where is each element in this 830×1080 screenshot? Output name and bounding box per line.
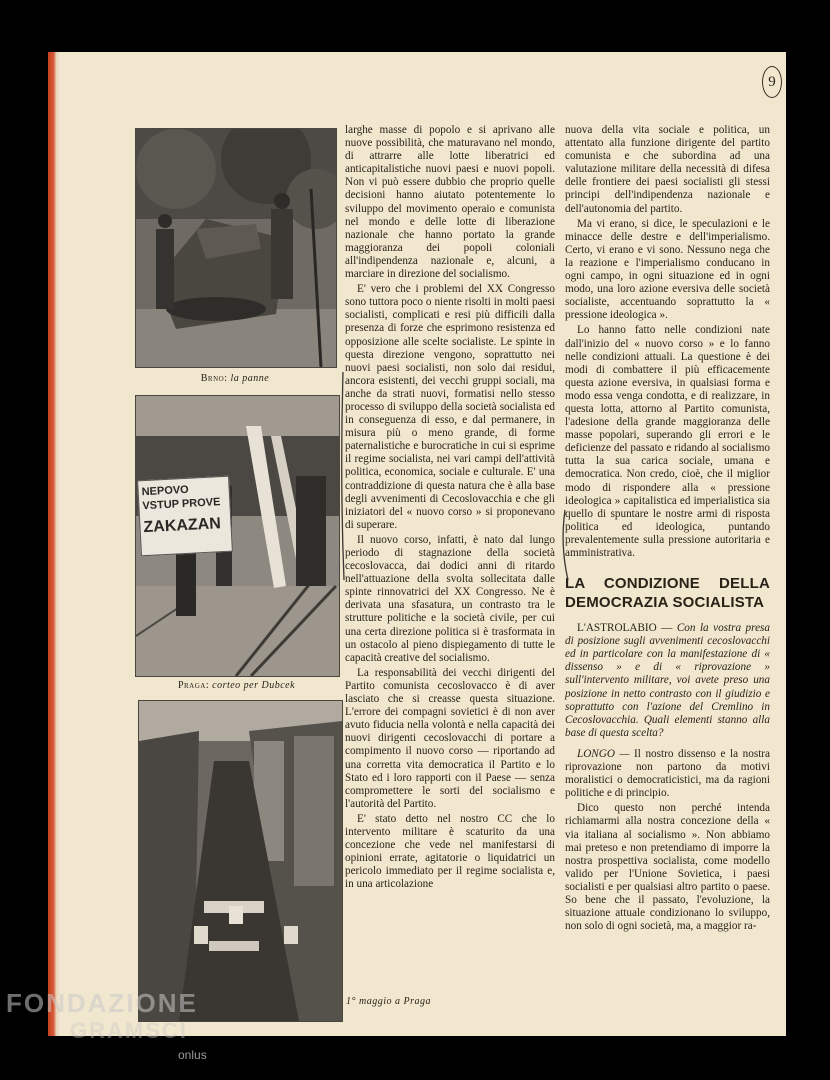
caption-brno-place: Brno: <box>200 373 228 384</box>
photo-brno-image <box>136 129 336 367</box>
protest-sign <box>137 476 233 557</box>
interview-question <box>565 622 770 740</box>
col1-paragraph-5: E' stato detto nel nostro CC che lo intervento militare è scaturito da una concezione che vede nel manifestarsi di opinioni errate, agitatorie o liquidatrici un pericolo immediato per il regime socialista e, in una articolazione <box>345 812 555 891</box>
photo-primo-maggio <box>138 700 343 1022</box>
watermark-logo: FONDAZIONE <box>6 988 198 1018</box>
caption-brno-text: la panne <box>230 373 270 384</box>
page-number: 9 <box>762 66 782 98</box>
caption-primo-maggio <box>346 996 466 1007</box>
question-text: Con la vostra presa di posizione sugli avvenimenti cecoslovacchi ed in particolare con la manifestazione di « dissenso » e di « riprovazione » sull'intervento militare, voi avete preso una posizione in netto contrasto con il giudizio e soprattutto con l'azione del Cremlino in Cecoslovacchia. Quali elementi stanno alla base di questa scelta? <box>565 622 770 739</box>
col1-paragraph-1: larghe masse di popolo e si aprivano alle nuove possibilità, che maturavano nel mondo, di attrarre alle lotte liberatrici ed anticapitalistiche nuovi paesi e nuovi popoli. Non vi può essere dubbio che proprio quelle decisioni hanno aiutato potentemente lo sviluppo del movimento operaio e comunista nel mondo e delle lotte di liberazione nazionale che hanno portato la grande maggioranza dei popoli coloniali all'indipendenza nazionale e, alcuni, a marciare in direzione del socialismo. <box>345 124 555 281</box>
photo-primo-maggio-image <box>139 701 342 1021</box>
page-edge <box>48 52 62 1036</box>
sign-line-3: ZAKAZAN <box>143 515 222 537</box>
col1-paragraph-4: La responsabilità dei vecchi dirigenti del Partito comunista cecoslovacco è di aver lasciato che si creasse questa situazione. L'errore dei compagni sovietici è di non aver avuto fiducia nella volontà e nella capacità dei nuovi dirigenti cecoslovacchi di portare a compimento il nuovo corso — riportando ad una corretta vita democratica il Partito e lo Stato ed i loro rapporti con il Paese — senza compromettere le sorti del socialismo e l'autorità del Partito. <box>345 666 555 810</box>
col2-paragraph-2: Ma vi erano, si dice, le speculazioni e le minacce delle destre e dell'imperialismo. Certo, vi erano e vi sono. Nessuno nega che la reazione e l'imperialismo conducano in ogni campo, in ogni situazione ed in ogni modo, una loro azione eversiva delle società socialiste, accentuando soprattutto la « pressione ideologica ». <box>565 217 770 322</box>
caption-praga-text: corteo per Dubcek <box>212 680 296 691</box>
col2-paragraph-3: Lo hanno fatto nelle condizioni nate dall'inizio del « nuovo corso » e lo fanno nelle condizioni attuali. La questione è dei modi di combattere il più efficacemente questa azione eversiva, in qualsiasi forma e modo essa venga condotta, e di realizzare, in questa lotta, attorno al Partito comunista, l'adesione della grande maggioranza delle masse popolari, superando gli errori e le deficienze del passato e ridando al socialismo tutta la sua carica sociale, umana e democratica. Non credo, cioè, che il miglior modo di rispondere alla « pressione ideologica » capitalistica ed imperialistica sia quello di spuntare le nostre armi di risposta politica ed ideologica, puntando prevalentemente sulla pressione autoritaria e amministrativa. <box>565 324 770 559</box>
watermark-onlus: onlus <box>178 1048 207 1062</box>
caption-primo-maggio-text: 1° maggio a Praga <box>346 996 431 1007</box>
interview-answer-2: Dico questo non perché intenda richiamarmi alla nostra concezione della « via italiana al socialismo ». Non abbiamo mai preteso e non pretendiamo di imporre la nostra prospettiva socialista, come modello valido per l'Unione Sovietica, i paesi socialisti e per qualsiasi altro partito o paese. So bene che il passato, l'evoluzione, la situazione attuale condizionano lo sviluppo, non solo di ogni società, ma, a maggior ra- <box>565 802 770 933</box>
col2-paragraph-1: nuova della vita sociale e politica, un attentato alla funzione dirigente del partito comunista e che subordina ad una valutazione militare della necessità di difesa delle frontiere dei paesi socialisti gli stessi principi dell'indipendenza nazionale e dell'autonomia del partito. <box>565 124 770 215</box>
col1-paragraph-2: E' vero che i problemi del XX Congresso sono tuttora poco o niente risolti in molti paesi socialisti, complicati e resi più difficili dalla presenza di forze che esprimono resistenza ed opposizione alle scelte socialiste. Le spinte in questa direzione vengono, soprattutto nei nuovi paesi socialisti, non solo dai residui, ancora esistenti, dei vecchi gruppi sociali, ma anche da strati nuovi, formatisi nello stesso processo di sviluppo della società socialista ed in conseguenza di esso, e dal permanere, in misura più o meno grande, di forme paternalistiche e burocratiche in cui si esprime il regime socialista, nei vari campi dell'attività politica, economica, sociale e culturale. E' una contraddizione di questa natura che è alla base degli avvenimenti di Cecoslovacchia e che gli iniziatori del « nuovo corso » si proponevano di superare. <box>345 283 555 531</box>
photo-praga-corteo <box>135 395 340 677</box>
caption-praga <box>135 680 338 691</box>
section-heading: LA CONDIZIONE DELLA DEMOCRAZIA SOCIALISTA <box>565 575 770 612</box>
question-speaker: L'ASTROLABIO — <box>577 622 673 635</box>
watermark-logo-2: GRAMSCI <box>70 1018 188 1043</box>
photo-brno <box>135 128 337 368</box>
caption-praga-place: Praga: <box>177 680 210 691</box>
caption-brno <box>135 373 335 384</box>
interview-answer <box>565 748 770 800</box>
sign-line-1: NEPOVO <box>141 483 190 499</box>
sign-line-2: VSTUP PROVE <box>142 496 221 513</box>
text-column-1 <box>345 124 555 893</box>
col1-paragraph-3: Il nuovo corso, infatti, è nato dal lungo periodo di stagnazione della società cecoslovacca, dai dodici anni di ritardo nell'attuazione della svolta sollecitata dalle spinte rinnovatrici del XX Congresso. Ne è derivata una sfasatura, un contrasto tra le strutture politiche e la società civile, per cui una certa direzione politica si è trasformata in un ostacolo al pieno dispiegamento di tutte le capacità creative del socialismo. <box>345 533 555 664</box>
answer-speaker: LONGO — <box>577 747 630 760</box>
answer-text: Il nostro dissenso e la nostra riprovazione non partono da motivi moralistici o democraticistici, ma da ragioni politiche e di principio. <box>565 747 770 800</box>
text-column-2 <box>565 124 770 935</box>
